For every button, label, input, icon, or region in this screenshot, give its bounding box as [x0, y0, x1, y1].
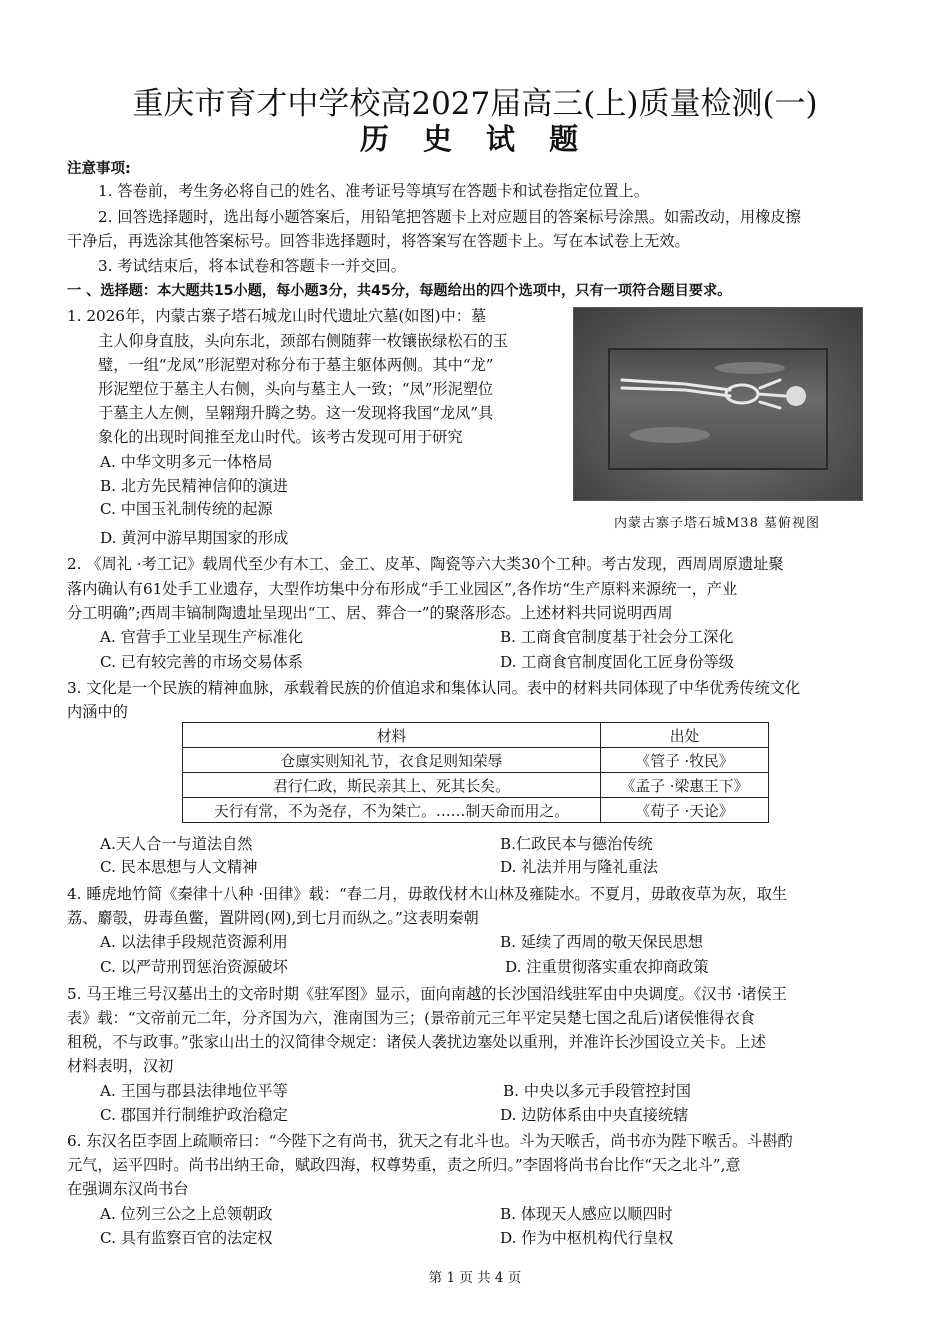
table-header-row	[183, 723, 769, 748]
q6-option-a: A. 位列三公之上总领朝政	[100, 1205, 273, 1223]
tomb-photo	[573, 307, 863, 501]
notice-item: 1. 答卷前，考生务必将自己的姓名、准考证号等填写在答题卡和试卷指定位置上。	[98, 182, 649, 200]
q6-option-d: D. 作为中枢机构代行皇权	[500, 1229, 674, 1247]
q3-line: 内涵中的	[67, 703, 128, 721]
q1-line: 形泥塑位于墓主人右侧，头向与墓主人一致；“凤”形泥塑位	[98, 380, 494, 398]
table-row	[183, 748, 769, 773]
q3-line: 3. 文化是一个民族的精神血脉，承载着民族的价值追求和集体认同。表中的材料共同体现了中华优秀传统文化	[67, 679, 801, 697]
q1-option-d: D. 黄河中游早期国家的形成	[100, 529, 289, 547]
source-table	[182, 722, 769, 823]
q4-option-c: C. 以严苛刑罚惩治资源破坏	[100, 958, 288, 976]
page-number: 第 1 页 共 4 页	[428, 1270, 522, 1286]
q1-line: 主人仰身直肢，头向东北，颈部右侧随葬一枚镶嵌绿松石的玉	[98, 332, 509, 350]
q5-option-a: A. 王国与郡县法律地位平等	[100, 1082, 288, 1100]
table-cell: 仓廪实则知礼节，衣食足则知荣辱	[183, 748, 601, 773]
q2-option-d: D. 工商食官制度固化工匠身份等级	[500, 653, 734, 671]
q1-option-a: A. 中华文明多元一体格局	[100, 453, 273, 471]
q1-line: 于墓主人左侧，呈翱翔升腾之势。这一发现将我国“龙凤”具	[98, 404, 494, 422]
skeleton-image	[610, 350, 826, 468]
q1-line: 1. 2026年，内蒙古寨子塔石城龙山时代遗址穴墓(如图)中：墓	[67, 307, 487, 325]
q6-option-b: B. 体现天人感应以顺四时	[500, 1205, 673, 1223]
tomb-pit-image	[608, 348, 828, 470]
table-cell: 君行仁政，斯民亲其上、死其长矣。	[183, 773, 601, 798]
table-cell: 《孟子 ·梁惠王下》	[601, 773, 769, 798]
q3-option-b: B.仁政民本与德治传统	[500, 835, 653, 853]
q6-line: 6. 东汉名臣李固上疏顺帝曰：“今陛下之有尚书，犹天之有北斗也。斗为天喉舌，尚书亦为陛下喉舌。斗斟酌	[67, 1132, 793, 1150]
photo-caption: 内蒙古寨子塔石城M38 墓俯视图	[614, 516, 820, 531]
table-row	[183, 773, 769, 798]
q3-option-c: C. 民本思想与人文精神	[100, 858, 258, 876]
table-header: 出处	[601, 723, 769, 748]
q4-option-b: B. 延续了西周的敬天保民思想	[500, 933, 704, 951]
q5-line: 表》载：“文帝前元二年，分齐国为六，淮南国为三；(景帝前元三年平定吴楚七国之乱后)诸侯惟得衣食	[67, 1009, 755, 1027]
table-cell: 《管子 ·牧民》	[601, 748, 769, 773]
notice-heading: 注意事项:	[67, 161, 131, 177]
q2-option-b: B. 工商食官制度基于社会分工深化	[500, 628, 734, 646]
q3-option-a: A.天人合一与道法自然	[100, 835, 253, 853]
q4-option-a: A. 以法律手段规范资源利用	[100, 933, 288, 951]
q2-line: 2. 《周礼 ·考工记》载周代至少有木工、金工、皮革、陶瓷等六大类30个工种。考古发现，西周周原遗址聚	[67, 555, 784, 573]
q5-line: 租税，不与政事。”张家山出土的汉简律令规定：诸侯人袭扰边塞处以重刑，并准许长沙国设立关卡。上述	[67, 1033, 766, 1051]
q4-option-d: D. 注重贯彻落实重农抑商政策	[505, 958, 709, 976]
q5-option-c: C. 郡国并行制维护政治稳定	[100, 1106, 288, 1124]
section-heading: 一 、选择题：本大题共15小题，每小题3分，共45分，每题给出的四个选项中，只有一项符合题目要求。	[67, 283, 732, 299]
exam-title: 重庆市育才中学校高2027届高三(上)质量检测(一)	[132, 86, 818, 122]
q6-option-c: C. 具有监察百官的法定权	[100, 1229, 273, 1247]
q1-line: 璧，一组“龙凤”形泥塑对称分布于墓主躯体两侧。其中“龙”	[98, 356, 494, 374]
table-cell: 《荀子 ·天论》	[601, 798, 769, 823]
q1-option-c: C. 中国玉礼制传统的起源	[100, 500, 273, 518]
q2-option-c: C. 已有较完善的市场交易体系	[100, 653, 303, 671]
table-row	[183, 798, 769, 823]
table-cell: 天行有常，不为尧存，不为桀亡。……制天命而用之。	[183, 798, 601, 823]
q2-option-a: A. 官营手工业呈现生产标准化	[100, 628, 303, 646]
q5-line: 5. 马王堆三号汉墓出土的文帝时期《驻军图》显示，面向南越的长沙国沿线驻军由中央调度。《汉书 ·诸侯王	[67, 985, 787, 1003]
q1-line: 象化的出现时间推至龙山时代。该考古发现可用于研究	[98, 428, 463, 446]
q2-line: 落内确认有61处手工业遗存，大型作坊集中分布形成“手工业园区”,各作坊“生产原料来源统一，产业	[67, 580, 738, 598]
notice-item: 3. 考试结束后，将本试卷和答题卡一并交回。	[98, 257, 406, 275]
table-header: 材料	[183, 723, 601, 748]
q3-option-d: D. 礼法并用与隆礼重法	[500, 858, 658, 876]
exam-subject: 历 史 试 题	[359, 122, 591, 156]
notice-item: 干净后，再选涂其他答案标号。回答非选择题时，将答案写在答题卡上。写在本试卷上无效。	[67, 232, 690, 250]
notice-item: 2. 回答选择题时，选出每小题答案后，用铅笔把答题卡上对应题目的答案标号涂黑。如需改动，用橡皮擦	[98, 208, 801, 226]
q5-option-b: B. 中央以多元手段管控封国	[503, 1082, 691, 1100]
q5-option-d: D. 边防体系由中央直接统辖	[500, 1106, 689, 1124]
q2-line: 分工明确”;西周丰镐制陶遗址呈现出“工、居、葬合一”的聚落形态。上述材料共同说明西周	[67, 604, 673, 622]
q4-line: 荔、麝彀，毋毒鱼鳖，置阱罔(网),到七月而纵之。”这表明秦朝	[67, 909, 479, 927]
q1-option-b: B. 北方先民精神信仰的演进	[100, 477, 288, 495]
q5-line: 材料表明，汉初	[67, 1057, 174, 1075]
q4-line: 4. 睡虎地竹简《秦律十八种 ·田律》载：“春二月，毋敢伐材木山林及雍陡水。不夏月，毋敢夜草为灰，取生	[67, 885, 788, 903]
q6-line: 在强调东汉尚书台	[67, 1180, 189, 1198]
q6-line: 元气，运平四时。尚书出纳王命，赋政四海，权尊势重，责之所归。”李固将尚书台比作“天之北斗”,意	[67, 1156, 741, 1174]
